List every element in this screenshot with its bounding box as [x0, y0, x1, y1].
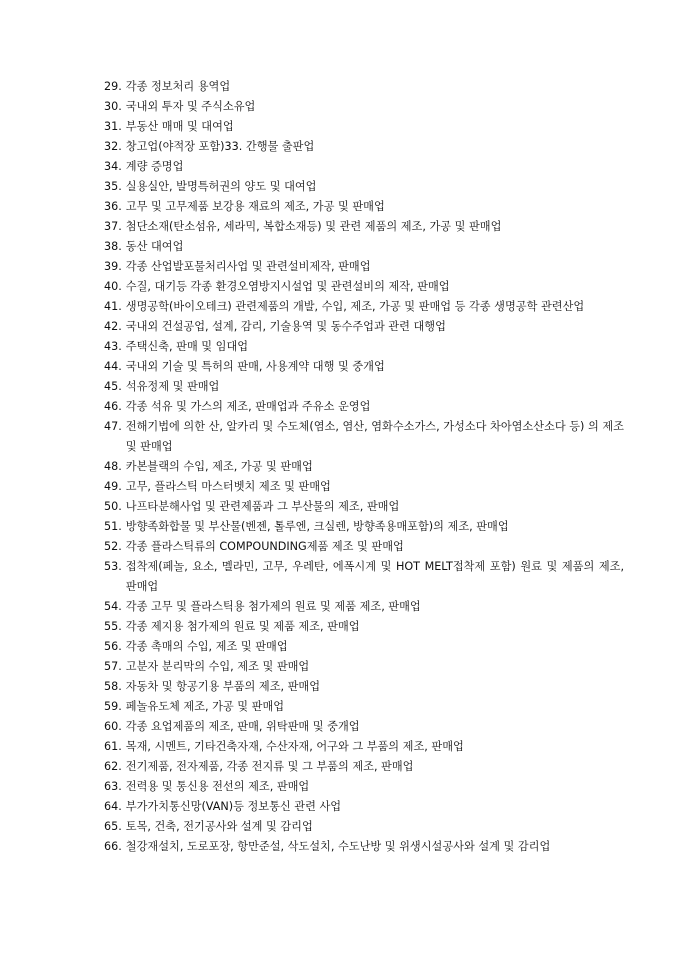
item-number: 34. — [104, 160, 122, 173]
list-item — [104, 777, 624, 797]
item-text: 부동산 매매 및 대여업 — [125, 120, 234, 133]
item-number: 41. — [104, 300, 122, 313]
list-item — [104, 417, 624, 457]
item-text: 각종 고무 및 플라스틱용 첨가제의 원료 및 제품 제조, 판매업 — [125, 600, 421, 613]
item-number: 56. — [104, 640, 122, 653]
item-text: 목재, 시멘트, 기타건축자재, 수산자재, 어구와 그 부품의 제조, 판매업 — [125, 740, 464, 753]
list-item — [104, 397, 624, 417]
item-number: 50. — [104, 500, 122, 513]
list-item — [104, 617, 624, 637]
item-number: 57. — [104, 660, 122, 673]
list-item — [104, 657, 624, 677]
list-item — [104, 257, 624, 277]
item-number: 63. — [104, 780, 122, 793]
list-item — [104, 837, 624, 857]
item-text: 국내외 기술 및 특허의 판매, 사용계약 대행 및 중개업 — [125, 360, 385, 373]
list-item — [104, 737, 624, 757]
item-number: 52. — [104, 540, 122, 553]
list-item — [104, 177, 624, 197]
item-text: 전력용 및 통신용 전선의 제조, 판매업 — [125, 780, 310, 793]
list-item — [104, 757, 624, 777]
item-number: 58. — [104, 680, 122, 693]
item-text: 전해기법에 의한 산, 알카리 및 수도체(염소, 염산, 염화수소가스, 가성소다 차아염소산소다 등) 의 제조 및 판매업 — [125, 420, 624, 453]
item-text: 계량 증명업 — [125, 160, 184, 173]
item-text: 방향족화합물 및 부산물(벤젠, 톨루엔, 크실렌, 방향족용매포함)의 제조, 판매업 — [125, 520, 509, 533]
item-number: 60. — [104, 720, 122, 733]
item-number: 43. — [104, 340, 122, 353]
list-item — [104, 237, 624, 257]
item-number: 32. — [104, 140, 122, 153]
item-text: 고무 및 고무제품 보강용 재료의 제조, 가공 및 판매업 — [125, 200, 385, 213]
item-text: 각종 정보처리 용역업 — [125, 80, 231, 93]
item-number: 61. — [104, 740, 122, 753]
item-text: 자동차 및 항공기용 부품의 제조, 판매업 — [125, 680, 321, 693]
list-item — [104, 477, 624, 497]
item-text: 각종 산업발포물처리사업 및 관련설비제작, 판매업 — [125, 260, 371, 273]
list-item — [104, 697, 624, 717]
list-item — [104, 97, 624, 117]
list-item — [104, 797, 624, 817]
list-item — [104, 637, 624, 657]
item-text: 부가가치통신망(VAN)등 정보통신 관련 사업 — [125, 800, 342, 813]
item-number: 59. — [104, 700, 122, 713]
list-item — [104, 457, 624, 477]
item-number: 48. — [104, 460, 122, 473]
item-text: 나프타분해사업 및 관련제품과 그 부산물의 제조, 판매업 — [125, 500, 400, 513]
item-number: 30. — [104, 100, 122, 113]
item-number: 31. — [104, 120, 122, 133]
list-item — [104, 117, 624, 137]
item-text: 실용실안, 발명특허권의 양도 및 대여업 — [125, 180, 317, 193]
item-text: 수질, 대기등 각종 환경오염방지시설업 및 관련설비의 제작, 판매업 — [125, 280, 450, 293]
list-item — [104, 297, 624, 317]
item-text: 토목, 건축, 전기공사와 설계 및 감리업 — [125, 820, 313, 833]
list-item — [104, 497, 624, 517]
list-item — [104, 277, 624, 297]
item-number: 46. — [104, 400, 122, 413]
item-text: 전기제품, 전자제품, 각종 전지류 및 그 부품의 제조, 판매업 — [125, 760, 414, 773]
item-number: 53. — [104, 560, 122, 573]
item-text: 페놀유도체 제조, 가공 및 판매업 — [125, 700, 285, 713]
business-purpose-list — [104, 77, 624, 857]
list-item — [104, 557, 624, 597]
list-item — [104, 677, 624, 697]
item-number: 44. — [104, 360, 122, 373]
list-item — [104, 817, 624, 837]
list-item — [104, 517, 624, 537]
item-text: 각종 요업제품의 제조, 판매, 위탁판매 및 중개업 — [125, 720, 360, 733]
list-item — [104, 137, 624, 157]
list-item — [104, 377, 624, 397]
list-item — [104, 597, 624, 617]
list-item — [104, 157, 624, 177]
list-item — [104, 77, 624, 97]
item-number: 62. — [104, 760, 122, 773]
item-text: 주택신축, 판매 및 임대업 — [125, 340, 249, 353]
item-text: 창고업(야적장 포함)33. 간행물 출판업 — [125, 140, 315, 153]
list-item — [104, 317, 624, 337]
item-number: 51. — [104, 520, 122, 533]
item-text: 국내외 투자 및 주식소유업 — [125, 100, 256, 113]
item-number: 66. — [104, 840, 122, 853]
list-item — [104, 717, 624, 737]
item-number: 35. — [104, 180, 122, 193]
item-text: 각종 촉매의 수입, 제조 및 판매업 — [125, 640, 288, 653]
list-item — [104, 337, 624, 357]
list-item — [104, 357, 624, 377]
list-item — [104, 217, 624, 237]
item-number: 47. — [104, 420, 122, 433]
item-number: 36. — [104, 200, 122, 213]
item-number: 38. — [104, 240, 122, 253]
list-item — [104, 537, 624, 557]
item-text: 각종 석유 및 가스의 제조, 판매업과 주유소 운영업 — [125, 400, 371, 413]
item-text: 첨단소재(탄소섬유, 세라믹, 복합소재등) 및 관련 제품의 제조, 가공 및 판매업 — [125, 220, 502, 233]
item-number: 54. — [104, 600, 122, 613]
item-text: 생명공학(바이오테크) 관련제품의 개발, 수입, 제조, 가공 및 판매업 등 각종 생명공학 관련산업 — [125, 300, 585, 313]
item-number: 39. — [104, 260, 122, 273]
item-text: 접착제(페놀, 요소, 멜라민, 고무, 우레탄, 에폭시계 및 HOT MELT접착제 포함) 원료 및 제품의 제조, 판매업 — [125, 560, 624, 593]
item-text: 국내외 건설공업, 설계, 감리, 기술용역 및 동수주업과 관련 대행업 — [125, 320, 446, 333]
item-number: 40. — [104, 280, 122, 293]
item-number: 55. — [104, 620, 122, 633]
item-text: 카본블랙의 수입, 제조, 가공 및 판매업 — [125, 460, 313, 473]
item-text: 고분자 분리막의 수입, 제조 및 판매업 — [125, 660, 310, 673]
item-number: 37. — [104, 220, 122, 233]
item-number: 65. — [104, 820, 122, 833]
item-number: 42. — [104, 320, 122, 333]
item-text: 철강재설치, 도로포장, 항만준설, 삭도설치, 수도난방 및 위생시설공사와 설계 및 감리업 — [125, 840, 551, 853]
item-text: 석유정제 및 판매업 — [125, 380, 220, 393]
item-number: 64. — [104, 800, 122, 813]
item-text: 고무, 플라스틱 마스터벳치 제조 및 판매업 — [125, 480, 331, 493]
item-number: 45. — [104, 380, 122, 393]
item-text: 동산 대여업 — [125, 240, 184, 253]
item-number: 49. — [104, 480, 122, 493]
item-text: 각종 제지용 첨가제의 원료 및 제품 제조, 판매업 — [125, 620, 360, 633]
list-item — [104, 197, 624, 217]
item-text: 각종 플라스틱류의 COMPOUNDING제품 제조 및 판매업 — [125, 540, 404, 553]
item-number: 29. — [104, 80, 122, 93]
